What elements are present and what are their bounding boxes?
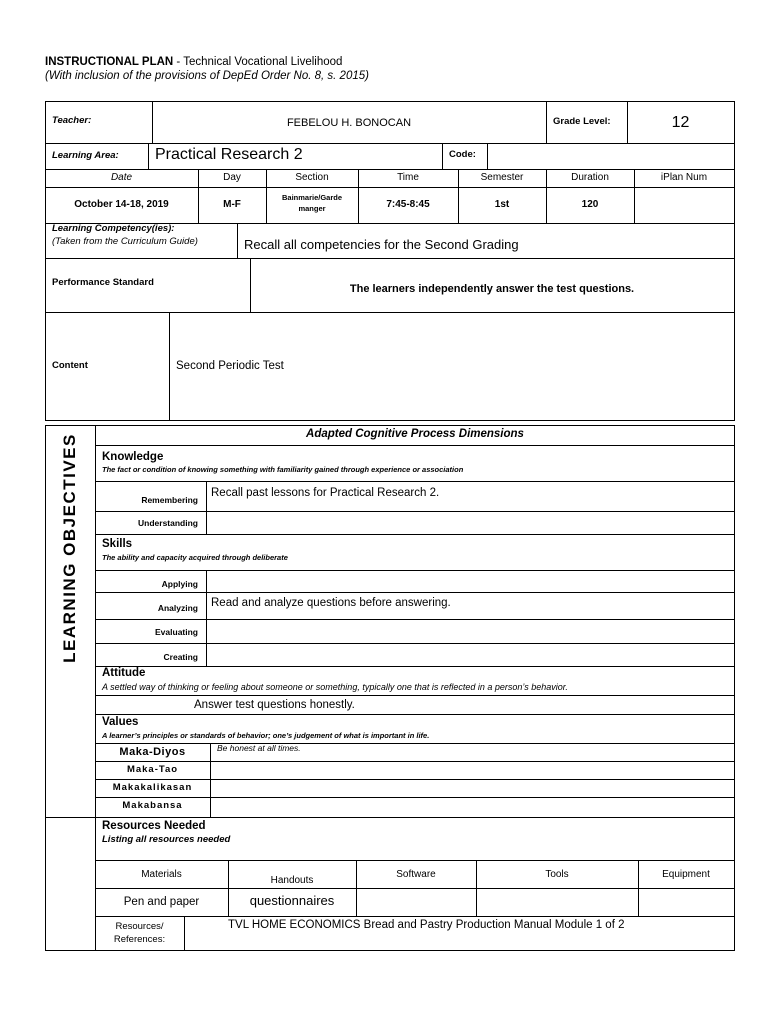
analyzing-label: Analyzing bbox=[157, 603, 198, 613]
header-duration: Duration bbox=[571, 172, 609, 183]
grade-level-label: Grade Level: bbox=[553, 116, 611, 127]
makabansa-label: Makabansa bbox=[122, 800, 183, 811]
applying-label: Applying bbox=[161, 579, 198, 589]
maka-tao-label: Maka-Tao bbox=[126, 764, 179, 775]
section-value-line1: Bainmarie/Garde bbox=[281, 193, 343, 202]
teacher-name: FEBELOU H. BONOCAN bbox=[286, 117, 412, 129]
performance-value: The learners independently answer the test questions. bbox=[349, 283, 635, 295]
header-semester: Semester bbox=[480, 172, 524, 183]
skills-desc: The ability and capacity acquired through deliberate bbox=[102, 553, 288, 562]
understanding-label: Understanding bbox=[138, 518, 198, 528]
references-label-line2: References: bbox=[113, 934, 166, 945]
header-day: Day bbox=[223, 172, 241, 183]
software-header: Software bbox=[396, 869, 436, 880]
plan-title-rest: - Technical Vocational Livelihood bbox=[173, 56, 343, 68]
competency-value: Recall all competencies for the Second Grading bbox=[244, 237, 519, 252]
time-value: 7:45-8:45 bbox=[386, 199, 430, 210]
attitude-title: Attitude bbox=[102, 667, 146, 679]
values-title: Values bbox=[102, 716, 139, 728]
section-value-line2: manger bbox=[298, 204, 326, 213]
dimensions-title: Adapted Cognitive Process Dimensions bbox=[306, 428, 524, 440]
learning-area-label: Learning Area: bbox=[52, 150, 119, 161]
references-label-line1: Resources/ bbox=[115, 921, 164, 932]
handouts-header: Handouts bbox=[270, 875, 314, 886]
equipment-header: Equipment bbox=[662, 869, 710, 880]
code-label: Code: bbox=[449, 149, 476, 160]
content-label: Content bbox=[52, 360, 88, 371]
attitude-value: Answer test questions honestly. bbox=[194, 699, 355, 711]
semester-value: 1st bbox=[494, 199, 510, 210]
tools-header: Tools bbox=[545, 869, 569, 880]
header-iplan: iPlan Num bbox=[660, 172, 708, 183]
resources-title: Resources Needed bbox=[102, 820, 206, 832]
competency-note: (Taken from the Curriculum Guide) bbox=[52, 236, 198, 247]
header-section: Section bbox=[295, 172, 329, 183]
evaluating-label: Evaluating bbox=[155, 627, 198, 637]
plan-title bbox=[45, 56, 342, 69]
content-value: Second Periodic Test bbox=[176, 360, 284, 372]
maka-diyos-label: Maka-Diyos bbox=[119, 746, 186, 758]
competency-label: Learning Competency(ies): bbox=[52, 223, 175, 234]
day-value: M-F bbox=[223, 199, 241, 210]
teacher-label: Teacher: bbox=[52, 115, 92, 126]
remembering-label: Remembering bbox=[141, 495, 198, 505]
learning-objectives-side-label bbox=[50, 430, 90, 666]
knowledge-title: Knowledge bbox=[102, 451, 164, 463]
plan-title-main: INSTRUCTIONAL PLAN bbox=[45, 56, 174, 68]
attitude-desc: A settled way of thinking or feeling about someone or something, typically one that is reflected in a person’s behavior. bbox=[102, 682, 568, 692]
duration-value: 120 bbox=[581, 199, 599, 210]
header-time: Time bbox=[397, 172, 419, 183]
makakalikasan-label: Makakalikasan bbox=[112, 782, 193, 793]
skills-title: Skills bbox=[102, 538, 133, 550]
resources-subtitle: Listing all resources needed bbox=[102, 834, 231, 845]
materials-value: Pen and paper bbox=[123, 896, 200, 908]
values-desc: A learner’s principles or standards of behavior; one’s judgement of what is important in life. bbox=[102, 731, 430, 740]
maka-diyos-value: Be honest at all times. bbox=[217, 743, 301, 753]
handouts-value: questionnaires bbox=[249, 893, 335, 908]
analyzing-value: Read and analyze questions before answering. bbox=[211, 597, 451, 609]
performance-label: Performance Standard bbox=[52, 277, 154, 288]
plan-subtitle: (With inclusion of the provisions of DepEd Order No. 8, s. 2015) bbox=[45, 70, 369, 82]
header-date: Date bbox=[110, 172, 133, 183]
references-value: TVL HOME ECONOMICS Bread and Pastry Production Manual Module 1 of 2 bbox=[228, 919, 625, 931]
date-value: October 14-18, 2019 bbox=[74, 199, 169, 210]
creating-label: Creating bbox=[163, 652, 198, 662]
materials-header: Materials bbox=[141, 869, 182, 880]
knowledge-desc: The fact or condition of knowing something with familiarity gained through experience or association bbox=[102, 465, 464, 474]
learning-area-value: Practical Research 2 bbox=[155, 146, 303, 163]
grade-level-value: 12 bbox=[671, 114, 690, 131]
remembering-value: Recall past lessons for Practical Research 2. bbox=[211, 487, 440, 499]
learning-objectives-text: LEARNING OBJECTIVES bbox=[60, 433, 79, 663]
